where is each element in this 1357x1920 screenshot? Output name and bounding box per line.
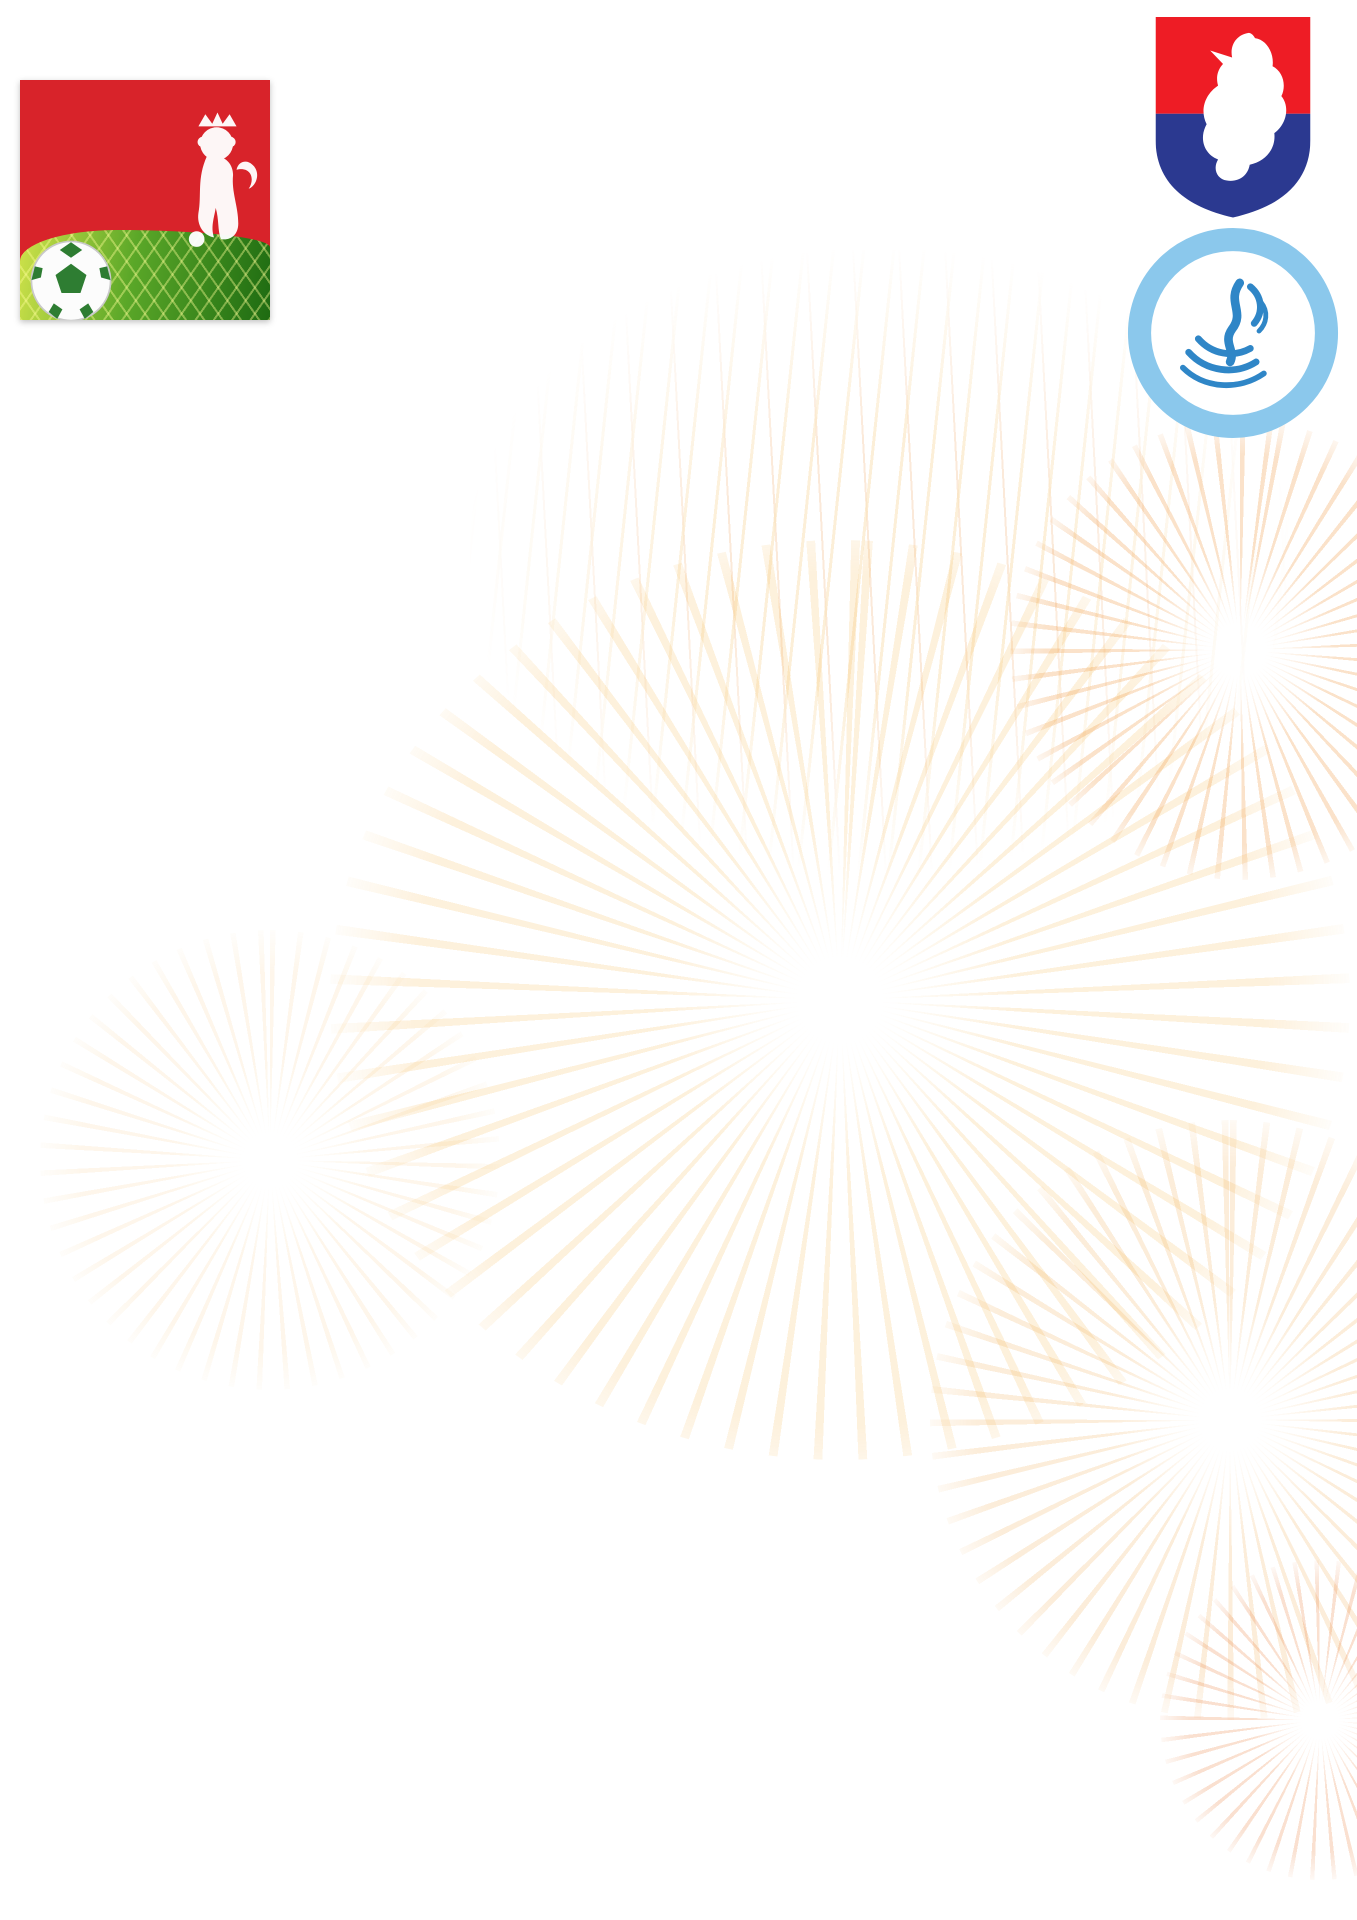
fireworks-decor — [1160, 1560, 1357, 1880]
fireworks-decor — [930, 1120, 1357, 1720]
soccer-ball-icon — [28, 238, 114, 320]
fireworks-decor — [330, 540, 1350, 1460]
fireworks-decor — [1010, 420, 1357, 880]
fireworks-decor — [40, 930, 500, 1390]
lion-emblem-icon — [162, 106, 266, 256]
